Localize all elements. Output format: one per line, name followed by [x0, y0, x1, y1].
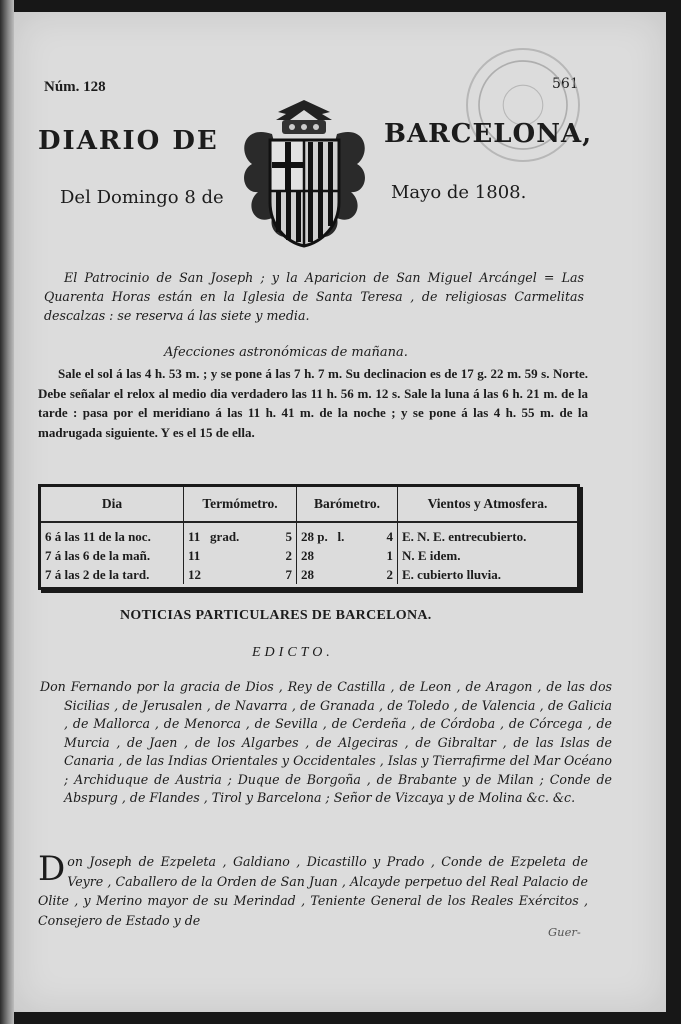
table-header-thermometer: Termómetro.: [184, 487, 297, 522]
book-spine-shadow: [0, 0, 14, 1024]
joseph-ezpeleta-paragraph: [38, 849, 588, 930]
barcelona-coat-of-arms-icon: [232, 94, 377, 254]
masthead-title-right: BARCELONA,: [384, 119, 593, 149]
cell-day: 7 á las 2 de la tard.: [41, 565, 184, 584]
weather-table: [38, 484, 580, 590]
table-header-winds: Vientos y Atmosfera.: [398, 487, 578, 522]
cell-thermometer: 12 7: [184, 565, 297, 584]
masthead-title-left: DIARIO DE: [38, 126, 219, 156]
cell-thermometer: 11 2: [184, 546, 297, 565]
edict-title: EDICTO.: [252, 645, 334, 660]
cell-day: 6 á las 11 de la noc.: [41, 522, 184, 546]
page-number: 561: [552, 76, 579, 92]
cell-barometer: 28 2: [297, 565, 398, 584]
cell-thermometer: 11 grad. 5: [184, 522, 297, 546]
cell-day: 7 á las 6 de la mañ.: [41, 546, 184, 565]
table-row: [41, 522, 577, 546]
table-row: [41, 565, 577, 584]
news-section-title: NOTICIAS PARTICULARES DE BARCELONA.: [120, 608, 432, 623]
newspaper-page: [14, 12, 666, 1012]
royal-titles-paragraph: Don Fernando por la gracia de Dios , Rey de Castilla , de Leon , de Aragon , de las dos Sicilias , de Jerusalen , de Navarra , de Granada , de Toledo , de Valencia , de Galicia , de Mallorca , de Menorca , de Sevilla , de Cerdeña , de Córdoba , de Córcega , de Murcia , de Jaen , de los Algarbes , de Algeciras , de Gibraltar , de las Islas de Canaria , de las Indias Orientales y Occidentales , Islas y Tierrafirme del Mar Océano ; Archiduque de Austria ; Duque de Borgoña , de Brabante y de Milan ; Conde de Abspurg , de Flandes , Tirol y Barcelona ; Señor de Vizcaya y de Molina &c. &c.: [40, 679, 612, 805]
issue-date-right: Mayo de 1808.: [391, 182, 527, 203]
cell-barometer: 28 1: [297, 546, 398, 565]
cell-barometer: 28 p. l. 4: [297, 522, 398, 546]
catchword: Guer-: [548, 925, 581, 939]
table-header-barometer: Barómetro.: [297, 487, 398, 522]
table-header-day: Dia: [41, 487, 184, 522]
drop-cap: D: [38, 849, 66, 889]
astronomy-paragraph: Sale el sol á las 4 h. 53 m. ; y se pone á las 7 h. 7 m. Su declinacion es de 17 g. 22 m. 59 s. Norte. Debe señalar el relox al medio dia verdadero las 11 h. 56 m. 12 s. Sale la luna á las 6 h. 21 m. de la tarde : pasa por el meridiano á las 11 h. 41 m. de la noche ; y se pone á las 4 h. 55 m. de la madrugada siguiente. Y es el 15 de ella.: [38, 366, 588, 440]
religious-notice-paragraph: El Patrocinio de San Joseph ; y la Aparicion de San Miguel Arcángel = Las Quarenta Horas están en la Iglesia de Santa Teresa , de religiosas Carmelitas descalzas : se reserva á las siete y media.: [44, 270, 584, 323]
issue-date-left: Del Domingo 8 de: [60, 187, 224, 208]
cell-winds: E. N. E. entrecubierto.: [402, 528, 527, 544]
table-row: [41, 546, 577, 565]
issue-number: Núm. 128: [44, 79, 106, 95]
astronomy-section-title: Afecciones astronómicas de mañana.: [164, 345, 408, 360]
cell-winds: N. E idem.: [402, 547, 461, 563]
cell-winds: E. cubierto lluvia.: [402, 566, 501, 582]
joseph-text: on Joseph de Ezpeleta , Galdiano , Dicastillo y Prado , Conde de Ezpeleta de Veyre , Caballero de la Orden de San Juan , Alcayde perpetuo del Real Palacio de Olite , y Merino mayor de su Merindad , Teniente General de los Reales Exércitos , Consejero de Estado y de: [38, 854, 588, 928]
